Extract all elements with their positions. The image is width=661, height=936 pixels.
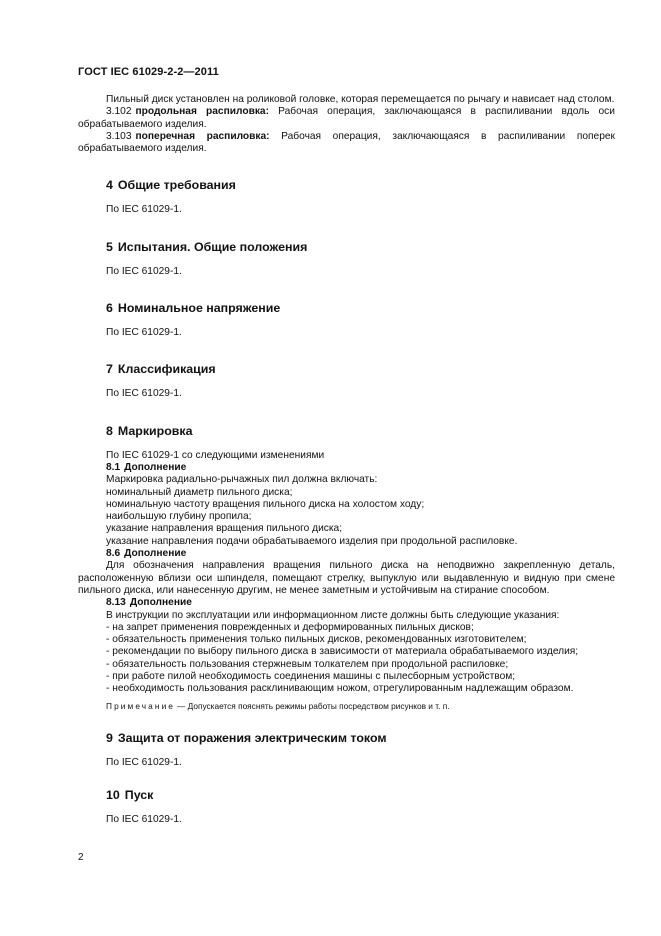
list-item: наибольшую глубину пропила; xyxy=(106,511,252,523)
subsection-label: Дополнение xyxy=(129,597,192,609)
list-item: - обязательность пользования стержневым толкателем при продольной распиловке; xyxy=(106,658,509,670)
note-label: Примечание xyxy=(106,700,176,711)
list-item: - обязательность применения только пильных дисков, рекомендованных изготовителем; xyxy=(106,634,527,646)
section-number: 5 xyxy=(106,239,113,254)
list-item: - при работе пилой необходимость соединения машины с пылесборным устройством; xyxy=(106,671,516,683)
section-8-text: По IEC 61029-1 со следующими изменениями xyxy=(106,449,325,461)
term-definition: Рабочая операция, заключающаяся в распиливании поперек обрабатываемого изделия. xyxy=(78,130,615,155)
section-title: Общие требования xyxy=(117,178,236,193)
subsection-8-13-intro: В инструкции по эксплуатации или информационном листе должны быть следующие указания: xyxy=(106,609,560,621)
subsection-8-6-title xyxy=(106,548,615,560)
section-5-text: По IEC 61029-1. xyxy=(106,265,182,277)
page-number: 2 xyxy=(78,852,84,863)
section-title: Классификация xyxy=(117,362,216,377)
list-item: Маркировка радиально-рычажных пил должна включать: xyxy=(106,474,378,486)
term-3-103 xyxy=(78,131,615,156)
section-number: 8 xyxy=(106,423,113,438)
section-title: Пуск xyxy=(124,787,154,802)
subsection-number: 8.6 xyxy=(106,548,121,560)
intro-paragraph: Пильный диск установлен на роликовой головке, которая перемещается по рычагу и нависает над столом. xyxy=(106,94,615,105)
list-item: номинальный диаметр пильного диска; xyxy=(106,486,293,498)
section-number: 6 xyxy=(106,301,113,316)
section-6-text: По IEC 61029-1. xyxy=(106,327,182,339)
section-number: 4 xyxy=(106,178,113,193)
section-title: Маркировка xyxy=(117,423,193,438)
document-header: ГОСТ IEC 61029-2-2—2011 xyxy=(78,66,219,78)
term-number: 3.103 xyxy=(106,130,132,142)
subsection-8-13-title xyxy=(106,597,615,609)
list-item: номинальную частоту вращения пильного диска на холостом ходу; xyxy=(106,498,425,510)
note xyxy=(106,701,615,712)
list-item: - на запрет применения поврежденных и деформированных пильных дисков; xyxy=(106,621,474,633)
section-7-heading xyxy=(106,362,615,377)
list-item: указание направления вращения пильного диска; xyxy=(106,523,343,535)
term-number: 3.102 xyxy=(106,106,132,118)
section-4-heading xyxy=(106,178,615,193)
section-8-heading xyxy=(106,424,615,439)
term-definition: Рабочая операция, заключающаяся в распиливании вдоль оси обрабатываемого изделия. xyxy=(78,106,615,130)
list-item: - необходимость пользования расклинивающим ножом, отрегулированным надлежащим образом. xyxy=(106,683,574,695)
section-9-heading xyxy=(106,731,615,746)
section-10-heading xyxy=(106,788,615,803)
section-title: Защита от поражения электрическим током xyxy=(117,730,387,745)
subsection-label: Дополнение xyxy=(124,548,187,560)
subsection-label: Дополнение xyxy=(124,461,187,473)
section-5-heading xyxy=(106,240,615,255)
section-title: Номинальное напряжение xyxy=(117,301,281,316)
note-text: — Допускается пояснять режимы работы посредством рисунков и т. п. xyxy=(177,700,450,711)
section-title: Испытания. Общие положения xyxy=(117,239,308,254)
subsection-8-1-title xyxy=(106,462,615,474)
term-name: поперечная распиловка: xyxy=(135,130,270,142)
list-item: - рекомендации по выбору пильного диска в зависимости от материала обрабатываемого изделия; xyxy=(106,646,579,658)
subsection-8-6-text: Для обозначения направления вращения пильного диска на неподвижно закрепленную деталь, расположенную вблизи оси шпинделя, помещают стрелку, выпуклую или выдавленную и видную при смене пильного диска, или нанесенную другим, не менее заметным и устойчивым на стирание способом. xyxy=(78,560,615,596)
term-name: продольная распиловка: xyxy=(135,106,269,118)
section-number: 9 xyxy=(106,730,113,745)
section-9-text: По IEC 61029-1. xyxy=(106,756,182,768)
section-10-text: По IEC 61029-1. xyxy=(106,813,182,825)
subsection-number: 8.1 xyxy=(106,461,121,473)
section-4-text: По IEC 61029-1. xyxy=(106,204,182,216)
list-item: указание направления подачи обрабатываемого изделия при продольной распиловке. xyxy=(106,535,518,547)
subsection-number: 8.13 xyxy=(106,597,126,609)
section-6-heading xyxy=(106,301,615,316)
document-body xyxy=(78,94,615,826)
section-number: 7 xyxy=(106,362,113,377)
term-3-102 xyxy=(78,106,615,131)
section-7-text: По IEC 61029-1. xyxy=(106,388,182,400)
section-number: 10 xyxy=(106,787,120,802)
